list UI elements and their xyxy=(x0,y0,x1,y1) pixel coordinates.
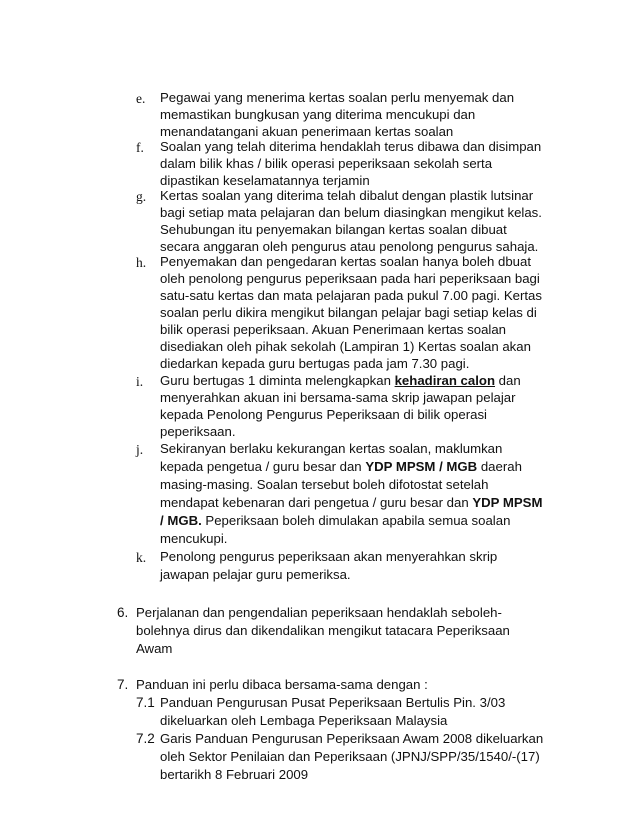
text-line: kepada Penolong Pengurus Peperiksaan di bilik operasi xyxy=(160,407,487,422)
sub-item-number: 7.1 xyxy=(136,695,155,710)
text-line: menyerahkan akuan ini bersama-sama skrip jawapan pelajar xyxy=(160,390,516,405)
text-line: secara anggaran oleh pengurus atau penolong pengurus sahaja. xyxy=(160,239,539,254)
text-line: Penyemakan dan pengedaran kertas soalan hanya boleh dbuat xyxy=(160,254,531,269)
text-line: bilik operasi peperiksaan. Akuan Penerimaan kertas soalan xyxy=(160,322,507,337)
text-line: Sehubungan itu penyemakan bilangan kertas soalan dibuat xyxy=(160,222,507,237)
text-line: mencukupi. xyxy=(160,531,228,546)
text-line: oleh Sektor Penilaian dan Peperiksaan (JPNJ/SPP/35/1540/-(17) xyxy=(160,749,540,764)
text-line: Kertas soalan yang diterima telah dibalut dengan plastik lutsinar xyxy=(160,188,534,203)
text-line: Pegawai yang menerima kertas soalan perlu menyemak dan xyxy=(160,90,515,105)
text-line: dipastikan keselamatannya terjamin xyxy=(160,173,370,188)
text-line: peperiksaan. xyxy=(160,424,236,439)
text-line: Panduan Pengurusan Pusat Peperiksaan Bertulis Pin. 3/03 xyxy=(160,695,506,710)
text-line: bertarikh 8 Februari 2009 xyxy=(160,767,309,782)
text-line: / MGB. Peperiksaan boleh dimulakan apabila semua soalan xyxy=(160,513,511,528)
sub-item-marker: e. xyxy=(136,91,146,106)
text-line: satu-satu kertas dan mata pelajaran pada pukul 7.00 pagi. Kertas xyxy=(160,288,542,303)
sub-item-marker: i. xyxy=(136,374,144,389)
text-line: dalam bilik khas / bilik operasi peperiksaan sekolah serta xyxy=(160,156,493,171)
text-line: Panduan ini perlu dibaca bersama-sama dengan : xyxy=(136,677,428,692)
text-line: Soalan yang telah diterima hendaklah terus dibawa dan disimpan xyxy=(160,139,542,154)
sub-item-marker: k. xyxy=(136,550,147,565)
text-line: soalan perlu dikira mengikut bilangan pelajar bagi setiap kelas di xyxy=(160,305,537,320)
sub-item-marker: f. xyxy=(136,140,144,155)
text-line: menandatangani akuan penerimaan kertas soalan xyxy=(160,124,454,139)
text-line: dikeluarkan oleh Lembaga Peperiksaan Malaysia xyxy=(160,713,448,728)
text-line: Awam xyxy=(136,641,173,656)
text-line: oleh penolong pengurus peperiksaan pada hari peperiksaan bagi xyxy=(160,271,540,286)
sub-item-marker: j. xyxy=(136,442,144,457)
text-line: mendapat kebenaran dari pengetua / guru besar dan YDP MPSM xyxy=(160,495,543,510)
text-line: Perjalanan dan pengendalian peperiksaan hendaklah seboleh- xyxy=(136,605,502,620)
text-line: bagi setiap mata pelajaran dan belum diasingkan mengikut kelas. xyxy=(160,205,542,220)
text-line: kepada pengetua / guru besar dan YDP MPSM / MGB daerah xyxy=(160,459,522,474)
sub-item-marker: g. xyxy=(136,189,147,204)
bold-term: YDP MPSM / MGB xyxy=(365,459,478,474)
text-line: jawapan pelajar guru pemeriksa. xyxy=(160,567,351,582)
text-line: masing-masing. Soalan tersebut boleh difotostat setelah xyxy=(160,477,489,492)
underlined-term: kehadiran calon xyxy=(394,373,496,388)
text-line: Guru bertugas 1 diminta melengkapkan kehadiran calon dan xyxy=(160,373,521,388)
sub-item-marker: h. xyxy=(136,255,147,270)
text-line: bolehnya dirus dan dikendalikan mengikut tatacara Peperiksaan xyxy=(136,623,510,638)
bold-term: YDP MPSM xyxy=(472,495,543,510)
bold-term: / MGB. xyxy=(160,513,202,528)
text-line: Sekiranyan berlaku kekurangan kertas soalan, maklumkan xyxy=(160,441,503,456)
text-line: Garis Panduan Pengurusan Peperiksaan Awam 2008 dikeluarkan xyxy=(160,731,544,746)
item-number: 7. xyxy=(117,677,129,692)
text-line: Penolong pengurus peperiksaan akan menyerahkan skrip xyxy=(160,549,498,564)
text-line: memastikan bungkusan yang diterima mencukupi dan xyxy=(160,107,476,122)
sub-item-number: 7.2 xyxy=(136,731,155,746)
item-number: 6. xyxy=(117,605,129,620)
text-line: diedarkan kepada guru bertugas pada jam 7.30 pagi. xyxy=(160,356,470,371)
text-line: disediakan oleh pihak sekolah (Lampiran 1) Kertas soalan akan xyxy=(160,339,531,354)
